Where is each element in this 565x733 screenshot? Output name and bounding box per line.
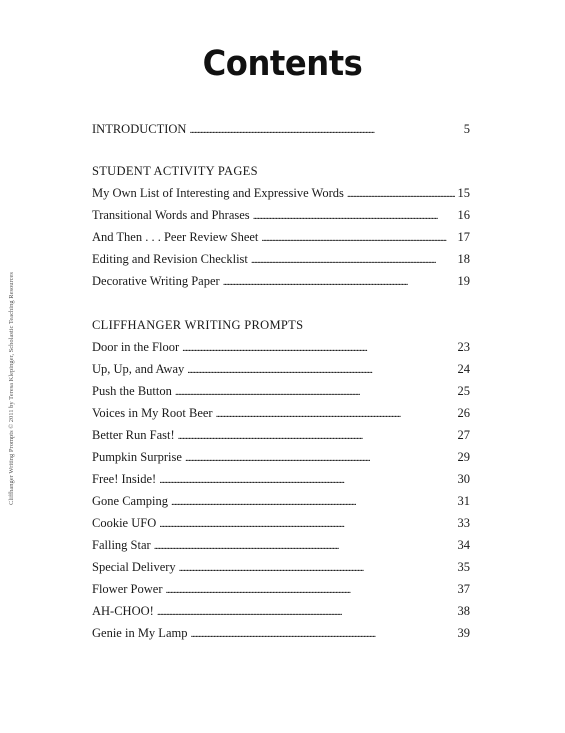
- toc-entry-label: Editing and Revision Checklist: [92, 252, 248, 266]
- dot-leader: [171, 496, 454, 508]
- toc-section-student-activity: [92, 164, 470, 296]
- toc-entry-label: Falling Star: [92, 538, 151, 552]
- toc-entry-label: Up, Up, and Away: [92, 362, 185, 376]
- toc-entry-label: Flower Power: [92, 582, 163, 596]
- toc-entry-page: 26: [457, 406, 470, 420]
- dot-leader: [182, 342, 454, 354]
- copyright-credit: Cliffhanger Writing Prompts © 2011 by Teresa Klepinger, Scholastic Teaching Resources: [8, 272, 15, 505]
- dot-leader: [347, 188, 455, 200]
- dot-leader: [157, 606, 455, 618]
- toc-entry-page: 31: [457, 494, 470, 508]
- dot-leader: [185, 452, 455, 464]
- toc-entry[interactable]: [92, 230, 470, 252]
- toc-entry-label: Genie in My Lamp: [92, 626, 188, 640]
- toc-entry-label: Better Run Fast!: [92, 428, 175, 442]
- toc-entry[interactable]: [92, 208, 470, 230]
- toc-entry-page: 35: [457, 560, 470, 574]
- dot-leader: [159, 518, 454, 530]
- toc-entry-label: Door in the Floor: [92, 340, 180, 354]
- toc-entry-page: 16: [457, 208, 470, 222]
- toc-entry[interactable]: [92, 384, 470, 406]
- toc-entry-label: Transitional Words and Phrases: [92, 208, 250, 222]
- dot-leader: [175, 386, 455, 398]
- dot-leader: [179, 562, 455, 574]
- toc-entry-page: 29: [457, 450, 470, 464]
- dot-leader: [187, 364, 454, 376]
- toc-entry-label: Cookie UFO: [92, 516, 157, 530]
- dot-leader: [253, 210, 455, 222]
- toc-entry[interactable]: [92, 406, 470, 428]
- toc-entry-page: 37: [457, 582, 470, 596]
- toc-section-cliffhanger-prompts: [92, 318, 470, 648]
- toc-entry-page: 34: [457, 538, 470, 552]
- toc-entry[interactable]: [92, 494, 470, 516]
- toc-entry-label: Voices in My Root Beer: [92, 406, 213, 420]
- dot-leader: [251, 254, 455, 266]
- toc-entry-page: 33: [457, 516, 470, 530]
- toc-entry-label: Decorative Writing Paper: [92, 274, 220, 288]
- toc-entry-label: INTRODUCTION: [92, 122, 187, 136]
- dot-leader: [154, 540, 455, 552]
- section-heading: CLIFFHANGER WRITING PROMPTS: [92, 318, 304, 332]
- toc-entry-label: Special Delivery: [92, 560, 176, 574]
- toc-entry-label: Push the Button: [92, 384, 172, 398]
- toc-entry-label: Pumpkin Surprise: [92, 450, 182, 464]
- toc-entry[interactable]: [92, 450, 470, 472]
- toc-entry[interactable]: [92, 538, 470, 560]
- toc-entry[interactable]: [92, 626, 470, 648]
- toc-entry[interactable]: [92, 428, 470, 450]
- toc-entry-page: 27: [457, 428, 470, 442]
- dot-leader: [223, 276, 455, 288]
- toc-entry-page: 38: [457, 604, 470, 618]
- toc-entry-page: 30: [457, 472, 470, 486]
- section-heading: STUDENT ACTIVITY PAGES: [92, 164, 258, 178]
- toc-entry-page: 5: [463, 122, 470, 136]
- toc-entry-label: Gone Camping: [92, 494, 169, 508]
- toc-entry-label: My Own List of Interesting and Expressive Words: [92, 186, 344, 200]
- toc-entry-page: 39: [457, 626, 470, 640]
- toc-entry[interactable]: [92, 362, 470, 384]
- toc-entry-label: And Then . . . Peer Review Sheet: [92, 230, 259, 244]
- toc-entry[interactable]: [92, 122, 470, 144]
- toc-entry[interactable]: [92, 604, 470, 626]
- dot-leader: [178, 430, 455, 442]
- dot-leader: [165, 584, 454, 596]
- toc-entry-page: 18: [457, 252, 470, 266]
- dot-leader: [216, 408, 455, 420]
- toc-entry[interactable]: [92, 472, 470, 494]
- toc-entry-page: 24: [457, 362, 470, 376]
- toc-entry[interactable]: [92, 582, 470, 604]
- toc-entry[interactable]: [92, 186, 470, 208]
- dot-leader: [159, 474, 454, 486]
- toc-intro: [92, 122, 470, 144]
- dot-leader: [261, 232, 454, 244]
- toc-entry-page: 25: [457, 384, 470, 398]
- toc-entry[interactable]: [92, 274, 470, 296]
- toc-entry-page: 17: [457, 230, 470, 244]
- toc-entry-page: 15: [457, 186, 470, 200]
- page-title: Contents: [202, 44, 363, 84]
- toc-entry-page: 23: [457, 340, 470, 354]
- toc-entry-label: Free! Inside!: [92, 472, 157, 486]
- toc-entry-page: 19: [457, 274, 470, 288]
- toc-entry[interactable]: [92, 516, 470, 538]
- toc-entry[interactable]: [92, 252, 470, 274]
- toc-entry-label: AH-CHOO!: [92, 604, 154, 618]
- dot-leader: [189, 124, 460, 136]
- toc-entry[interactable]: [92, 560, 470, 582]
- dot-leader: [190, 628, 454, 640]
- toc-entry[interactable]: [92, 340, 470, 362]
